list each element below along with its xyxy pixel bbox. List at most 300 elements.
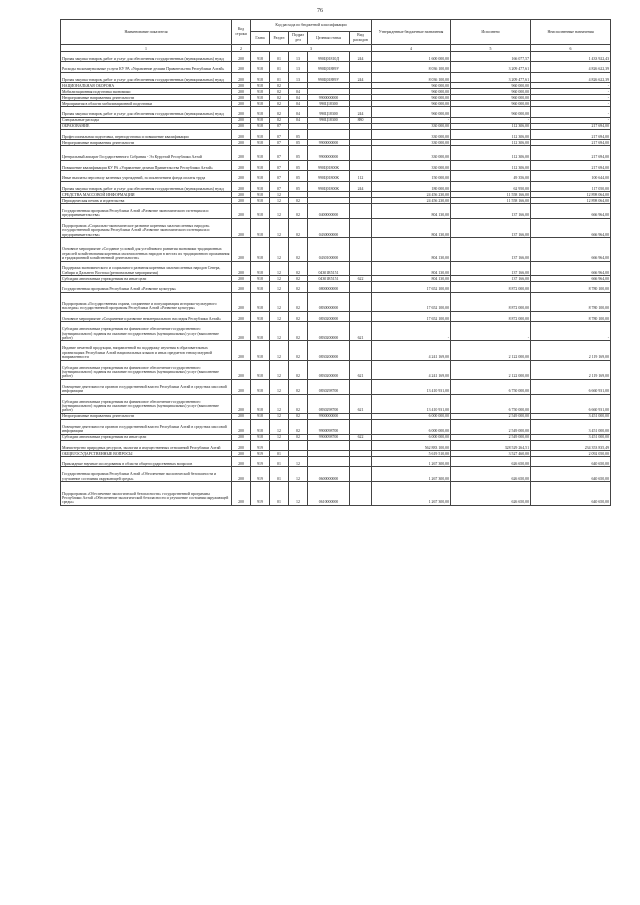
row-name: НАЦИОНАЛЬНАЯ ОБОРОНА (61, 83, 232, 89)
row-razdel (270, 440, 289, 450)
row-approved: 330 000,00 (372, 129, 451, 139)
row-name: Поддержка экономического и социального развития коренных малочисленных народов Севера, Сибири и Дальнего Востока (региональные мероприятия) (61, 261, 232, 276)
row-glava: 918 (251, 197, 270, 203)
row-glava: 918 (251, 145, 270, 160)
table-row (61, 107, 611, 117)
row-target: 04301R5151 (308, 276, 350, 282)
row-glava: 919 (251, 451, 270, 457)
row-approved: 5 619 510,00 (372, 451, 451, 457)
row-executed: 49 356,00 (451, 171, 531, 181)
row-glava: 918 (251, 413, 270, 419)
table-row (61, 434, 611, 440)
row-razdel: 12 (270, 394, 289, 413)
row-razdel: 07 (270, 129, 289, 139)
row-glava: 918 (251, 101, 270, 107)
table-row (61, 145, 611, 160)
row-executed: 11 558 166,00 (451, 197, 531, 203)
table-row (61, 311, 611, 321)
row-target: 0600000000 (308, 467, 350, 482)
row-unexecuted: - (531, 83, 611, 89)
row-razdel: 12 (270, 261, 289, 276)
row-line-code: 200 (232, 181, 251, 191)
row-podrazdel: 12 (289, 457, 308, 467)
row-glava: 918 (251, 434, 270, 440)
row-razdel: 07 (270, 171, 289, 181)
row-razdel: 01 (270, 62, 289, 72)
row-razdel: 01 (270, 451, 289, 457)
table-row (61, 419, 611, 434)
row-approved: 180 000,00 (372, 181, 451, 191)
row-glava: 918 (251, 52, 270, 62)
row-razdel: 02 (270, 89, 289, 95)
header-approved: Утвержденные бюджетные назначения (372, 20, 451, 45)
row-name: Издание печатной продукции, направленной на поддержку изучения в образовательных организациях Республики Алтай национальных языков и иных предметов этнокультурной направленности (61, 341, 232, 360)
row-approved: 330 000,00 (372, 123, 451, 129)
row-unexecuted: - (531, 117, 611, 123)
row-target: 0830200000 (308, 360, 350, 379)
row-glava: 918 (251, 379, 270, 394)
row-target: 990Ц01889У (308, 72, 350, 82)
table-row (61, 203, 611, 218)
row-target: 990Ц18300 (308, 107, 350, 117)
row-podrazdel: 04 (289, 101, 308, 107)
row-podrazdel: 02 (289, 282, 308, 292)
index-cell: 5 (451, 45, 531, 52)
row-glava: 919 (251, 440, 270, 450)
row-executed: 3 209 477,61 (451, 62, 531, 72)
row-unexecuted: 640 650,00 (531, 482, 611, 506)
row-podrazdel: 13 (289, 52, 308, 62)
row-line-code: 200 (232, 413, 251, 419)
row-name: Периодическая печать и издательства (61, 197, 232, 203)
row-approved: 804 130,00 (372, 276, 451, 282)
row-razdel: 12 (270, 413, 289, 419)
row-glava: 918 (251, 89, 270, 95)
table-row (61, 129, 611, 139)
table-row (61, 72, 611, 82)
row-target: 9900000000 (308, 139, 350, 145)
row-unexecuted: 666 964,00 (531, 261, 611, 276)
row-executed: 2 122 000,00 (451, 360, 531, 379)
row-unexecuted: 4 826 622,39 (531, 72, 611, 82)
page-number: 76 (317, 8, 323, 14)
row-unexecuted: 2 119 169,00 (531, 360, 611, 379)
row-name: Прочая закупка товаров, работ и услуг для обеспечения государственных (муниципальных) нужд (61, 181, 232, 191)
row-glava: 918 (251, 95, 270, 101)
row-razdel: 02 (270, 107, 289, 117)
row-exp-type (350, 311, 372, 321)
row-executed: 112 306,00 (451, 160, 531, 170)
row-line-code: 200 (232, 292, 251, 311)
row-line-code: 200 (232, 276, 251, 282)
table-row (61, 322, 611, 341)
row-target: 9900000000 (308, 145, 350, 160)
row-executed: - (451, 117, 531, 123)
row-approved: 8 036 100,00 (372, 72, 451, 82)
row-executed: 960 000,00 (451, 107, 531, 117)
row-unexecuted: 217 694,00 (531, 160, 611, 170)
table-row (61, 62, 611, 72)
row-name: ОБЩЕГОСУДАРСТВЕННЫЕ ВОПРОСЫ (61, 451, 232, 457)
row-name: Подпрограмма «Социально-экономическое развитие коренных малочисленных народов» государственной программы Республики Алтай «Развитие экономического потенциала и предпринимательства» (61, 218, 232, 237)
row-approved: 13 410 931,00 (372, 379, 451, 394)
row-executed: 2 549 000,00 (451, 419, 531, 434)
row-executed: 112 306,00 (451, 123, 531, 129)
row-target: 0830000000 (308, 292, 350, 311)
table-row (61, 341, 611, 360)
row-razdel: 07 (270, 160, 289, 170)
row-razdel: 01 (270, 482, 289, 506)
row-executed: 3 527 460,00 (451, 451, 531, 457)
row-exp-type (350, 218, 372, 237)
row-target: 9900000000 (308, 95, 350, 101)
row-glava: 919 (251, 482, 270, 506)
row-line-code: 200 (232, 89, 251, 95)
row-line-code: 200 (232, 419, 251, 434)
row-razdel: 02 (270, 117, 289, 123)
row-podrazdel: 02 (289, 341, 308, 360)
row-executed: 626 650,00 (451, 467, 531, 482)
row-razdel: 12 (270, 292, 289, 311)
row-target: 990Ц01889У (308, 62, 350, 72)
row-unexecuted: 100 644,00 (531, 171, 611, 181)
row-name: Министерство природных ресурсов, экологии и имущественных отношений Республики Алтай (61, 440, 232, 450)
row-line-code: 200 (232, 117, 251, 123)
row-razdel: 12 (270, 218, 289, 237)
header-exp-type: Вид расходов (350, 32, 372, 45)
row-exp-type: 621 (350, 394, 372, 413)
table-row (61, 52, 611, 62)
row-name: Иные выплаты персоналу казенных учреждений, за исключением фонда оплаты труда (61, 171, 232, 181)
row-approved: 960 000,00 (372, 107, 451, 117)
row-unexecuted: 3 451 000,00 (531, 434, 611, 440)
table-row (61, 482, 611, 506)
row-target: 0430000000 (308, 218, 350, 237)
row-razdel: 12 (270, 203, 289, 218)
row-line-code: 200 (232, 203, 251, 218)
row-name: Государственная программа Республики Алтай «Развитие экономического потенциала и предпринимательства» (61, 203, 232, 218)
row-line-code: 200 (232, 218, 251, 237)
index-cell: 2 (232, 45, 251, 52)
row-target: 0830200000 (308, 322, 350, 341)
row-razdel: 12 (270, 434, 289, 440)
row-executed: 11 558 166,00 (451, 191, 531, 197)
row-glava: 918 (251, 261, 270, 276)
row-line-code: 200 (232, 145, 251, 160)
row-razdel: 12 (270, 197, 289, 203)
row-exp-type: 621 (350, 322, 372, 341)
row-unexecuted: 2 092 050,00 (531, 451, 611, 457)
row-unexecuted: - (531, 322, 611, 341)
row-approved: 13 410 931,00 (372, 394, 451, 413)
row-glava: 918 (251, 360, 270, 379)
row-glava: 918 (251, 237, 270, 261)
row-name: Непрограммные направления деятельности (61, 95, 232, 101)
row-podrazdel: 02 (289, 394, 308, 413)
row-approved: 6 000 000,00 (372, 434, 451, 440)
row-unexecuted: - (531, 101, 611, 107)
row-razdel: 12 (270, 322, 289, 341)
row-name: Повышение квалификации КУ РА «Управление делами Правительства Республики Алтай» (61, 160, 232, 170)
row-razdel: 12 (270, 341, 289, 360)
row-line-code: 200 (232, 360, 251, 379)
row-target: 0610000000 (308, 482, 350, 506)
table-row (61, 292, 611, 311)
row-line-code: 200 (232, 129, 251, 139)
row-glava: 918 (251, 282, 270, 292)
row-line-code: 200 (232, 83, 251, 89)
row-exp-type (350, 457, 372, 467)
row-target: 0400000000 (308, 203, 350, 218)
row-unexecuted: 12 898 064,00 (531, 191, 611, 197)
column-index-row (61, 45, 611, 52)
row-podrazdel: 04 (289, 95, 308, 101)
row-unexecuted: 217 694,00 (531, 139, 611, 145)
row-name: Основное мероприятие «Сохранение и развитие нематериального наследия Республики Алтай» (61, 311, 232, 321)
row-target: 0430100000 (308, 237, 350, 261)
row-target: 990Ц01800К (308, 171, 350, 181)
header-target: Целевая статья (308, 32, 350, 45)
row-target: 9900000000 (308, 413, 350, 419)
row-exp-type: 112 (350, 171, 372, 181)
row-target: 9900098700 (308, 419, 350, 434)
row-line-code: 200 (232, 160, 251, 170)
row-line-code: 200 (232, 482, 251, 506)
row-glava: 918 (251, 117, 270, 123)
row-exp-type (350, 282, 372, 292)
row-executed: 137 166,00 (451, 276, 531, 282)
row-name: Подпрограмма «Государственная охрана, сохранение и популяризация историко-культурного наследия» государственной программы Республики Алтай «Развитие культуры» (61, 292, 232, 311)
row-target: 990Ц01810Д (308, 52, 350, 62)
row-exp-type (350, 419, 372, 434)
row-approved: 804 130,00 (372, 203, 451, 218)
row-target: 990Ц18300 (308, 117, 350, 123)
row-exp-type (350, 203, 372, 218)
row-executed: 960 000,00 (451, 101, 531, 107)
index-cell: 4 (372, 45, 451, 52)
table-row (61, 457, 611, 467)
row-name: Субсидии автономным учреждениям на иные цели (61, 434, 232, 440)
row-exp-type: 622 (350, 434, 372, 440)
row-razdel: 12 (270, 237, 289, 261)
row-unexecuted: 217 694,00 (531, 123, 611, 129)
row-name: Мобилизационная подготовка экономики (61, 89, 232, 95)
header-name: Наименование показателя (61, 20, 232, 45)
row-exp-type: 622 (350, 276, 372, 282)
row-unexecuted: 666 964,00 (531, 276, 611, 282)
row-exp-type (350, 160, 372, 170)
row-razdel: 07 (270, 139, 289, 145)
table-row (61, 360, 611, 379)
row-podrazdel: 02 (289, 203, 308, 218)
row-approved: 804 130,00 (372, 261, 451, 276)
row-glava: 918 (251, 276, 270, 282)
row-name: Государственная программа Республики Алтай «Развитие культуры» (61, 282, 232, 292)
row-unexecuted: 12 898 064,00 (531, 197, 611, 203)
table-row (61, 261, 611, 276)
row-podrazdel: 05 (289, 160, 308, 170)
row-name: СРЕДСТВА МАССОВОЙ ИНФОРМАЦИИ (61, 191, 232, 197)
row-razdel: 02 (270, 101, 289, 107)
row-unexecuted: 666 964,00 (531, 237, 611, 261)
header-razdel: Раздел (270, 32, 289, 45)
row-line-code: 200 (232, 282, 251, 292)
row-target: 0830298700 (308, 394, 350, 413)
table-row (61, 237, 611, 261)
row-line-code: 200 (232, 237, 251, 261)
row-exp-type: 244 (350, 52, 372, 62)
index-cell: 6 (531, 45, 611, 52)
row-name: Субсидии автономным учреждениям на финансовое обеспечение государственного (муниципального) задания на оказание государственных (муниципальных) услуг (выполнение работ) (61, 360, 232, 379)
row-line-code: 200 (232, 139, 251, 145)
header-glava: Главa (251, 32, 270, 45)
row-podrazdel: 13 (289, 72, 308, 82)
row-executed: 137 166,00 (451, 261, 531, 276)
row-glava: 918 (251, 160, 270, 170)
row-line-code: 200 (232, 191, 251, 197)
row-podrazdel: 05 (289, 129, 308, 139)
row-name: Непрограммные направления деятельности (61, 413, 232, 419)
row-executed: 137 166,00 (451, 203, 531, 218)
row-name: Прочая закупка товаров, работ и услуг для обеспечения государственных (муниципальных) нужд (61, 72, 232, 82)
row-approved: 1 267 300,00 (372, 457, 451, 467)
row-unexecuted: 640 650,00 (531, 467, 611, 482)
index-cell: 3 (251, 45, 372, 52)
row-target (308, 457, 350, 467)
table-row (61, 394, 611, 413)
row-glava: 918 (251, 419, 270, 434)
row-glava: 918 (251, 83, 270, 89)
row-line-code: 200 (232, 451, 251, 457)
row-podrazdel: 13 (289, 62, 308, 72)
row-approved: 960 000,00 (372, 89, 451, 95)
row-name: Субсидии автономным учреждениям на финансовое обеспечение государственного (муниципального) задания на оказание государственных (муниципальных) услуг (выполнение работ) (61, 394, 232, 413)
row-executed: 166 077,57 (451, 52, 531, 62)
row-approved: - (372, 117, 451, 123)
row-razdel: 12 (270, 276, 289, 282)
row-exp-type (350, 145, 372, 160)
row-target: 9900098700 (308, 434, 350, 440)
row-podrazdel: 02 (289, 311, 308, 321)
row-podrazdel: 02 (289, 218, 308, 237)
header-budget-code: Код расхода по бюджетной классификации (251, 20, 372, 32)
row-razdel: 01 (270, 72, 289, 82)
row-line-code: 200 (232, 311, 251, 321)
row-approved: 330 000,00 (372, 145, 451, 160)
row-glava: 918 (251, 171, 270, 181)
table-row (61, 282, 611, 292)
row-exp-type (350, 237, 372, 261)
row-exp-type (350, 379, 372, 394)
header-line-code: Код строки (232, 20, 251, 45)
row-executed: 960 000,00 (451, 89, 531, 95)
row-glava: 918 (251, 292, 270, 311)
row-podrazdel: 02 (289, 360, 308, 379)
row-approved: 804 130,00 (372, 237, 451, 261)
row-name: Профессиональная подготовка, переподготовка и повышение квалификации (61, 129, 232, 139)
row-glava: 919 (251, 457, 270, 467)
row-podrazdel: 04 (289, 107, 308, 117)
row-razdel: 12 (270, 379, 289, 394)
row-exp-type: 244 (350, 181, 372, 191)
row-podrazdel: 05 (289, 181, 308, 191)
row-executed: 626 650,00 (451, 457, 531, 467)
row-unexecuted: 666 964,00 (531, 218, 611, 237)
budget-execution-table (60, 19, 611, 506)
row-target: 0830298700 (308, 379, 350, 394)
row-name: Непрограммные направления деятельности (61, 139, 232, 145)
row-unexecuted: 666 964,00 (531, 203, 611, 218)
row-line-code: 200 (232, 467, 251, 482)
row-name: Государственная программа Республики Алтай «Обеспечение экологической безопасности и улучшение состояния окружающей среды» (61, 467, 232, 482)
row-executed: 2 549 000,00 (451, 413, 531, 419)
row-unexecuted: 3 451 000,00 (531, 413, 611, 419)
table-row (61, 276, 611, 282)
row-unexecuted: - (531, 89, 611, 95)
table-row (61, 467, 611, 482)
row-razdel: 01 (270, 467, 289, 482)
row-glava: 918 (251, 62, 270, 72)
row-name: Прикладные научные исследования в области общегосударственных вопросов (61, 457, 232, 467)
row-unexecuted: - (531, 107, 611, 117)
row-razdel: 01 (270, 457, 289, 467)
row-executed: 112 306,00 (451, 139, 531, 145)
row-executed: 6 750 000,00 (451, 379, 531, 394)
row-executed: 960 000,00 (451, 95, 531, 101)
row-razdel: 12 (270, 282, 289, 292)
row-glava: 918 (251, 341, 270, 360)
row-podrazdel: 02 (289, 379, 308, 394)
row-glava: 918 (251, 72, 270, 82)
row-razdel: 12 (270, 191, 289, 197)
row-line-code: 200 (232, 72, 251, 82)
row-target (308, 440, 350, 450)
row-unexecuted: 8 780 100,00 (531, 292, 611, 311)
row-name: Центральный аппарат Государственного Собрания - Эл Курултай Республики Алтай (61, 145, 232, 160)
row-target: 04301R5151 (308, 261, 350, 276)
row-unexecuted: 3 451 000,00 (531, 419, 611, 434)
row-unexecuted: 1 433 922,43 (531, 52, 611, 62)
row-name: Освещение деятельности органов государственной власти Республики Алтай в средствах массовой информации (61, 379, 232, 394)
row-glava: 918 (251, 218, 270, 237)
row-approved: 6 000 000,00 (372, 419, 451, 434)
row-approved: 6 000 000,00 (372, 413, 451, 419)
row-executed: 2 549 000,00 (451, 434, 531, 440)
row-approved: 330 000,00 (372, 139, 451, 145)
row-glava: 918 (251, 203, 270, 218)
row-razdel: 12 (270, 311, 289, 321)
row-executed: 2 122 000,00 (451, 341, 531, 360)
row-line-code: 200 (232, 62, 251, 72)
row-approved: 1 267 300,00 (372, 482, 451, 506)
row-exp-type (350, 129, 372, 139)
header-executed: Исполнено (451, 20, 531, 45)
row-unexecuted: 2 119 169,00 (531, 341, 611, 360)
row-name: ОБРАЗОВАНИЕ (61, 123, 232, 129)
row-glava: 918 (251, 322, 270, 341)
row-executed: 3 209 477,61 (451, 72, 531, 82)
row-approved: 150 000,00 (372, 171, 451, 181)
row-executed: 328 529 264,51 (451, 440, 531, 450)
row-line-code: 200 (232, 171, 251, 181)
table-row (61, 181, 611, 191)
row-executed: 8 872 000,00 (451, 292, 531, 311)
row-approved: 960 000,00 (372, 101, 451, 107)
row-approved: 24 456 230,00 (372, 197, 451, 203)
row-podrazdel: 02 (289, 237, 308, 261)
row-exp-type (350, 341, 372, 360)
row-unexecuted: 8 780 100,00 (531, 282, 611, 292)
